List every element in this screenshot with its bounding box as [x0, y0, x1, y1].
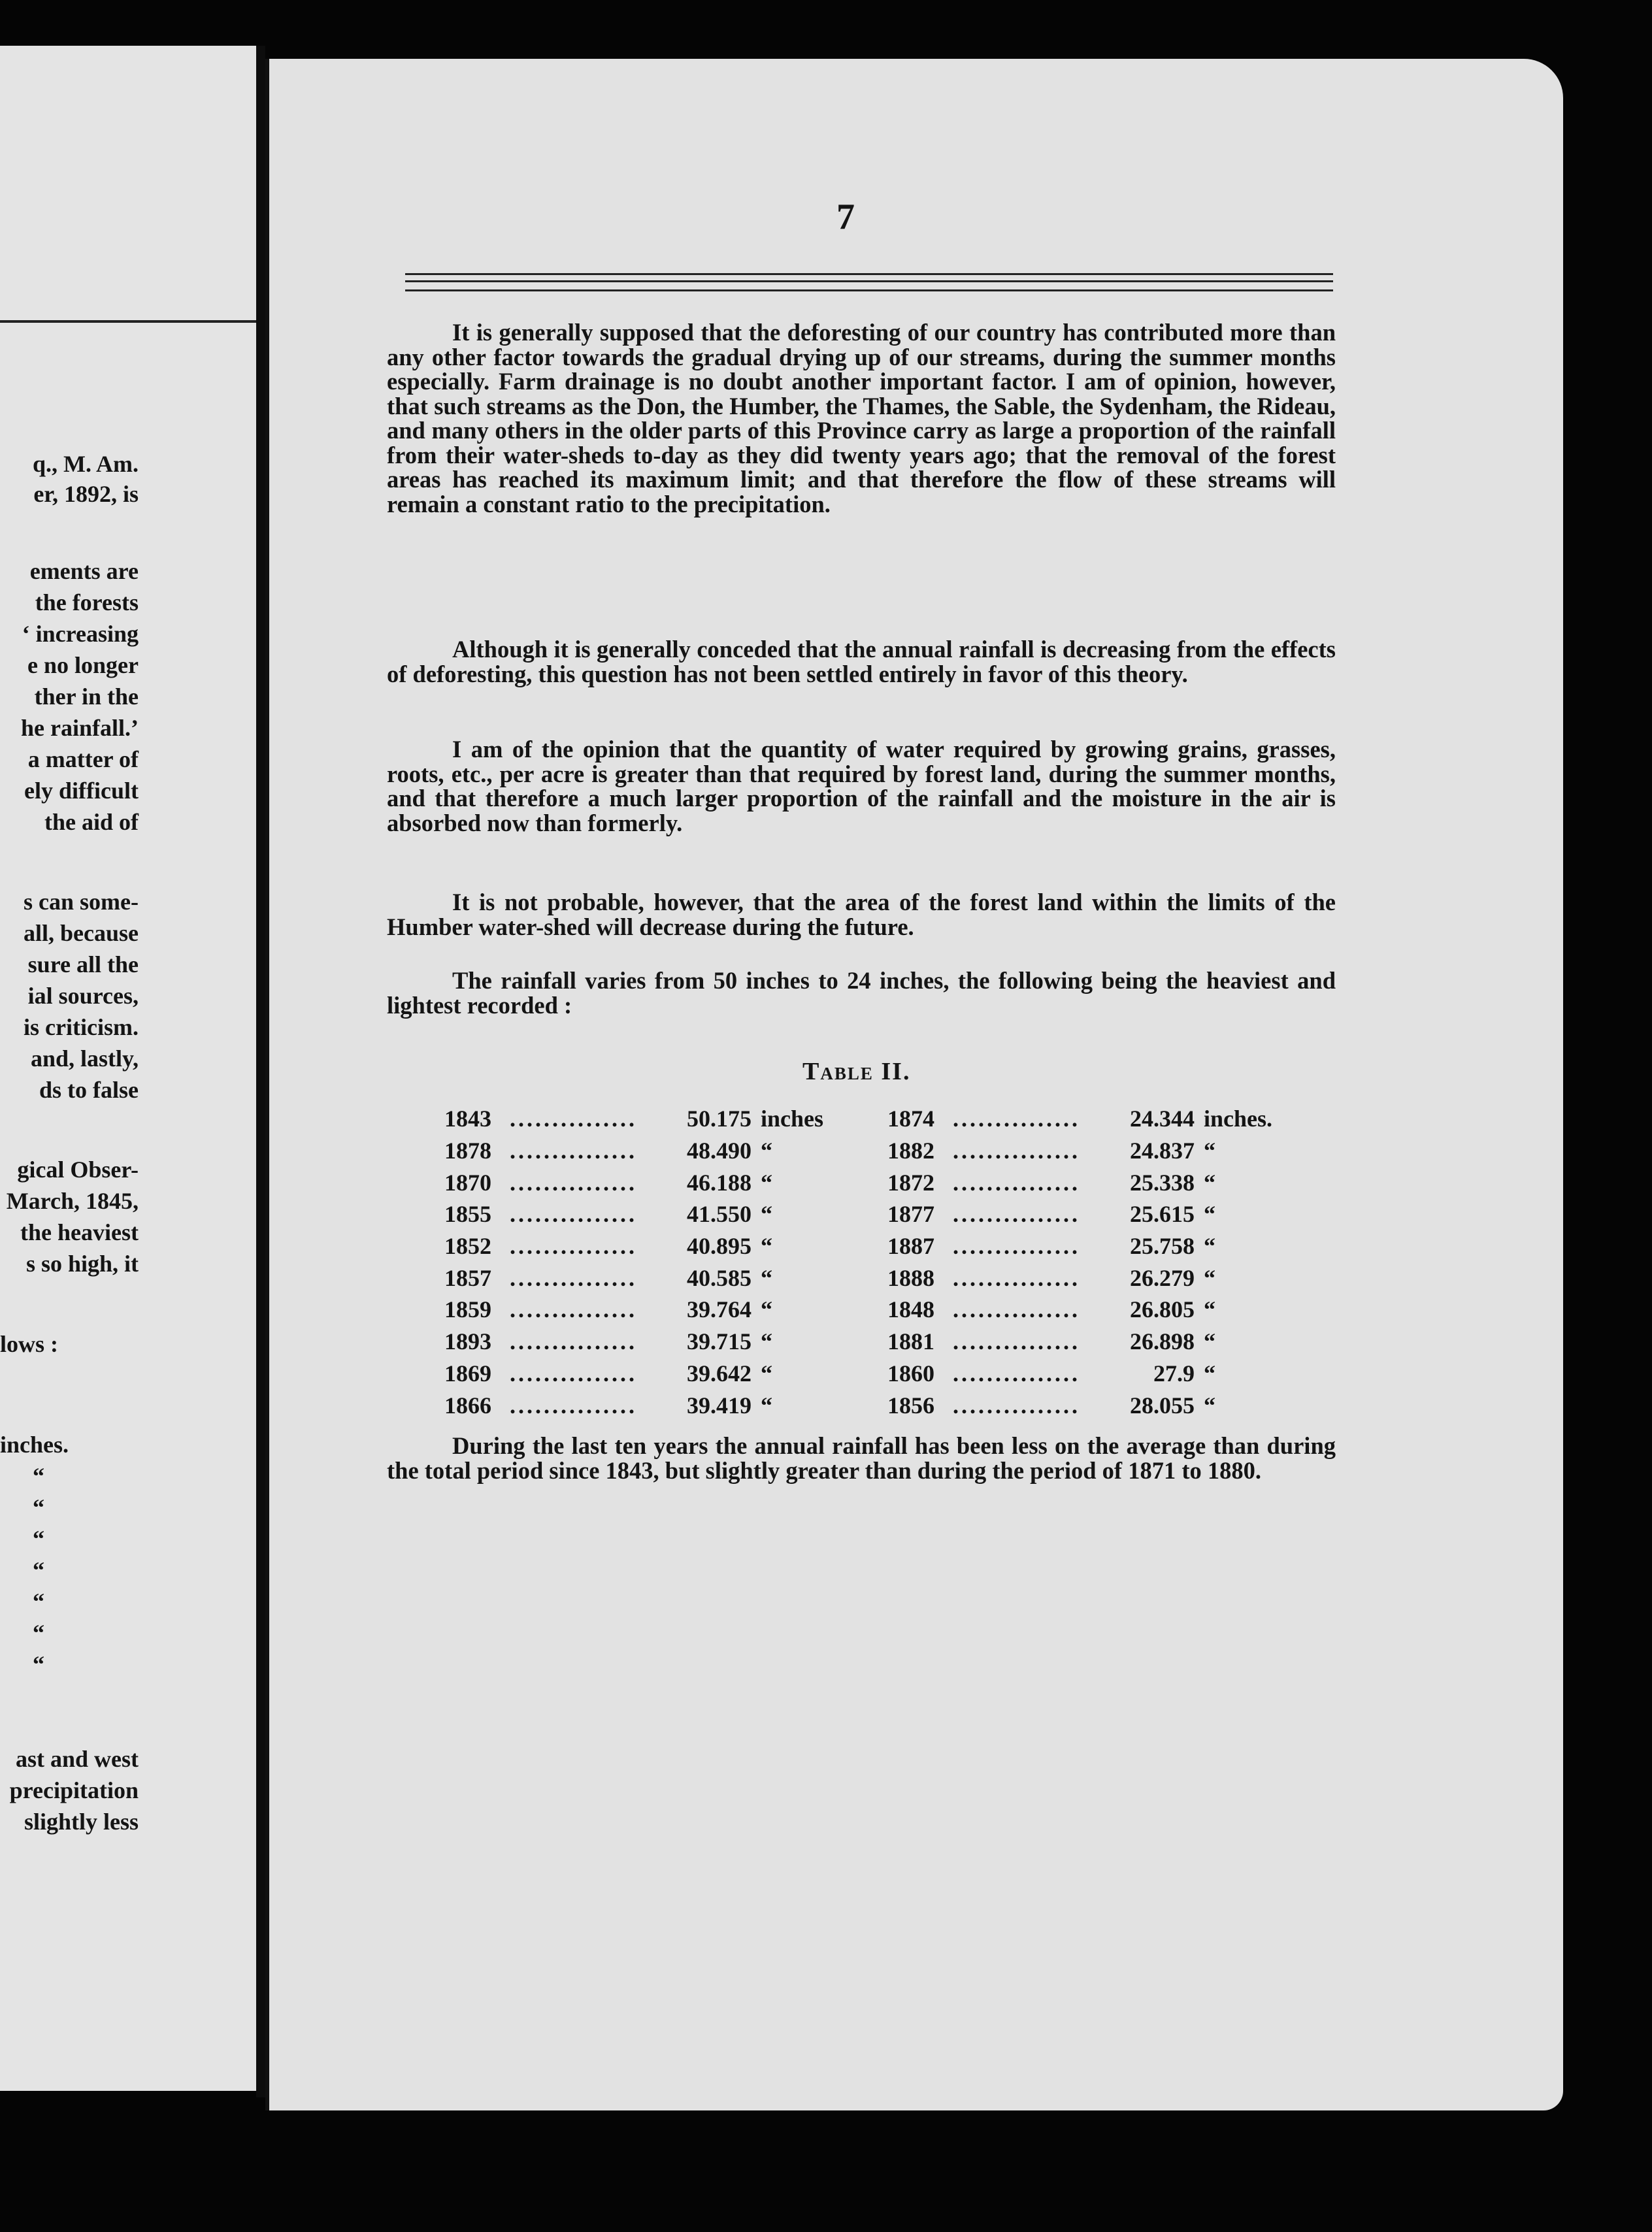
- leader-dots: ...............: [510, 1392, 637, 1419]
- table-year: 1887: [887, 1233, 934, 1260]
- paragraph: I am of the opinion that the quantity of water required by growing grains, grasses, roots, etc., per acre is greater than that required by forest land, during the summer months, and that therefore a much larger proportion of the rainfall and the moisture in the air is absorbed now than formerly.: [387, 736, 1336, 836]
- table-row: [887, 1230, 1272, 1262]
- table-row: [444, 1135, 823, 1167]
- table-unit: “: [1204, 1169, 1215, 1196]
- ditto-mark: “: [33, 1620, 44, 1646]
- table-value: 26.805: [1130, 1296, 1195, 1323]
- leader-dots: ...............: [510, 1138, 637, 1164]
- rainfall-table-lightest: [887, 1103, 1272, 1421]
- left-text-line: ial sources,: [27, 983, 139, 1009]
- table-unit: “: [761, 1169, 772, 1196]
- left-page-fragment: [0, 46, 259, 2091]
- table-unit: “: [1204, 1201, 1215, 1228]
- table-value: 39.715: [687, 1328, 752, 1355]
- table-row: [887, 1294, 1272, 1326]
- table-value: 26.279: [1130, 1264, 1195, 1291]
- leader-dots: ...............: [510, 1169, 637, 1196]
- leader-dots: ...............: [510, 1106, 637, 1132]
- table-unit: “: [1204, 1233, 1215, 1260]
- left-text-line: ther in the: [34, 683, 139, 710]
- left-text-line: s so high, it: [25, 1251, 139, 1277]
- leader-dots: ...............: [510, 1201, 637, 1228]
- table-unit: “: [1204, 1138, 1215, 1164]
- table-row: [444, 1230, 823, 1262]
- table-unit: “: [761, 1138, 772, 1164]
- table-year: 1852: [444, 1233, 491, 1260]
- header-double-rule: [405, 273, 1333, 291]
- leader-dots: ...............: [510, 1264, 637, 1291]
- table-year: 1882: [887, 1138, 934, 1164]
- left-text-line: s can some-: [24, 889, 139, 915]
- page-number: 7: [836, 197, 855, 237]
- table-value: 48.490: [687, 1138, 752, 1164]
- table-value: 39.419: [687, 1392, 752, 1419]
- table-row: [887, 1326, 1272, 1358]
- table-row: [444, 1166, 823, 1198]
- left-text-line: he rainfall.’: [21, 715, 139, 741]
- table-row: [444, 1262, 823, 1294]
- table-year: 1856: [887, 1392, 934, 1419]
- left-text-line: the aid of: [44, 809, 139, 835]
- leader-dots: ...............: [953, 1328, 1080, 1355]
- table-unit: inches.: [1204, 1106, 1273, 1132]
- table-row: [887, 1135, 1272, 1167]
- table-row: [444, 1294, 823, 1326]
- left-text-line: ast and west: [15, 1746, 139, 1772]
- table-value: 25.758: [1130, 1233, 1195, 1260]
- leader-dots: ...............: [510, 1233, 637, 1260]
- book-spine: [256, 46, 265, 2097]
- table-unit: “: [761, 1392, 772, 1419]
- table-unit: “: [1204, 1296, 1215, 1323]
- table-year: 1881: [887, 1328, 934, 1355]
- table-year: 1859: [444, 1296, 491, 1323]
- table-row: [444, 1198, 823, 1230]
- paragraph: The rainfall varies from 50 inches to 24 inches, the following being the heaviest and lightest recorded :: [387, 967, 1336, 1019]
- table-row: [444, 1103, 823, 1135]
- table-row: [444, 1326, 823, 1358]
- left-text-line: lows :: [0, 1331, 58, 1357]
- table-year: 1888: [887, 1264, 934, 1291]
- table-value: 25.338: [1130, 1169, 1195, 1196]
- table-value: 25.615: [1130, 1201, 1195, 1228]
- table-year: 1893: [444, 1328, 491, 1355]
- left-text-line: slightly less: [24, 1809, 139, 1835]
- table-year: 1855: [444, 1201, 491, 1228]
- leader-dots: ...............: [953, 1264, 1080, 1291]
- table-value: 28.055: [1130, 1392, 1195, 1419]
- left-text-line: the heaviest: [20, 1219, 139, 1245]
- leader-dots: ...............: [953, 1296, 1080, 1323]
- table-unit: “: [1204, 1360, 1215, 1387]
- left-text-line: precipitation: [9, 1777, 139, 1803]
- table-unit: inches: [761, 1106, 824, 1132]
- table-year: 1874: [887, 1106, 934, 1132]
- ditto-mark: “: [33, 1463, 44, 1489]
- leader-dots: ...............: [953, 1360, 1080, 1387]
- ditto-mark: “: [33, 1557, 44, 1583]
- left-text-line: the forests: [35, 589, 139, 615]
- table-value: 27.9: [1153, 1360, 1195, 1387]
- ditto-mark: “: [33, 1526, 44, 1552]
- paragraph: Although it is generally conceded that the annual rainfall is decreasing from the effects of deforesting, this question has not been settled entirely in favor of this theory.: [387, 636, 1336, 687]
- left-text-line: q., M. Am.: [33, 451, 139, 477]
- leader-dots: ...............: [510, 1296, 637, 1323]
- leader-dots: ...............: [953, 1392, 1080, 1419]
- leader-dots: ...............: [953, 1169, 1080, 1196]
- left-text-line: all, because: [24, 920, 139, 946]
- table-unit: “: [761, 1328, 772, 1355]
- left-text-line: is criticism.: [24, 1014, 139, 1040]
- ditto-mark: “: [33, 1494, 44, 1520]
- left-text-line: March, 1845,: [6, 1188, 139, 1214]
- table-year: 1878: [444, 1138, 491, 1164]
- table-value: 40.585: [687, 1264, 752, 1291]
- table-value: 26.898: [1130, 1328, 1195, 1355]
- leader-dots: ...............: [953, 1138, 1080, 1164]
- leader-dots: ...............: [953, 1201, 1080, 1228]
- table-value: 39.642: [687, 1360, 752, 1387]
- table-row: [887, 1358, 1272, 1390]
- left-text-line: e no longer: [27, 652, 139, 678]
- table-year: 1866: [444, 1392, 491, 1419]
- left-text-line: ements are: [29, 558, 139, 584]
- table-value: 50.175: [687, 1106, 752, 1132]
- left-page-rule: [0, 320, 256, 323]
- table-unit: “: [1204, 1392, 1215, 1419]
- table-unit: “: [761, 1360, 772, 1387]
- table-row: [887, 1166, 1272, 1198]
- table-year: 1848: [887, 1296, 934, 1323]
- table-year: 1860: [887, 1360, 934, 1387]
- table-unit: “: [761, 1264, 772, 1291]
- table-unit: “: [761, 1201, 772, 1228]
- table-value: 41.550: [687, 1201, 752, 1228]
- closing-paragraph: During the last ten years the annual rainfall has been less on the average than during the total period since 1843, but slightly greater than during the period of 1871 to 1880.: [387, 1432, 1336, 1484]
- paragraph: It is not probable, however, that the area of the forest land within the limits of the Humber water-shed will decrease during the future.: [387, 889, 1336, 940]
- table-year: 1843: [444, 1106, 491, 1132]
- table-year: 1872: [887, 1169, 934, 1196]
- table-value: 39.764: [687, 1296, 752, 1323]
- table-year: 1869: [444, 1360, 491, 1387]
- left-text-line: sure all the: [27, 951, 139, 977]
- rainfall-table-heaviest: [444, 1103, 823, 1421]
- table-year: 1870: [444, 1169, 491, 1196]
- table-unit: “: [761, 1233, 772, 1260]
- leader-dots: ...............: [953, 1233, 1080, 1260]
- leader-dots: ...............: [510, 1360, 637, 1387]
- table-year: 1877: [887, 1201, 934, 1228]
- table-row: [887, 1262, 1272, 1294]
- left-text-line: er, 1892, is: [33, 481, 139, 507]
- ditto-mark: “: [33, 1651, 44, 1677]
- table-year: 1857: [444, 1264, 491, 1291]
- left-text-line: ely difficult: [24, 778, 139, 804]
- left-text-line: gical Obser-: [17, 1157, 139, 1183]
- table-value: 24.837: [1130, 1138, 1195, 1164]
- left-text-line: ‘ increasing: [22, 621, 139, 647]
- table-value: 40.895: [687, 1233, 752, 1260]
- table-value: 46.188: [687, 1169, 752, 1196]
- table-unit: “: [761, 1296, 772, 1323]
- table-row: [887, 1389, 1272, 1421]
- left-text-line: a matter of: [27, 746, 139, 772]
- leader-dots: ...............: [953, 1106, 1080, 1132]
- table-row: [887, 1103, 1272, 1135]
- left-text-line: ds to false: [39, 1077, 139, 1103]
- table-row: [444, 1389, 823, 1421]
- ditto-mark: “: [33, 1588, 44, 1615]
- table-unit: “: [1204, 1264, 1215, 1291]
- leader-dots: ...............: [510, 1328, 637, 1355]
- table-title: Table II.: [802, 1058, 911, 1085]
- paragraph: It is generally supposed that the deforesting of our country has contributed more than any other factor towards the gradual drying up of our streams, during the summer months especially. Farm drainage is no doubt another important factor. I am of opinion, however, that such streams as the Don, the Humber, the Thames, the Sable, the Sydenham, the Rideau, and many others in the older parts of this Province carry as large a proportion of the rainfall from their water-sheds to-day as they did twenty years ago; that the removal of the forest areas has reached its maximum limit; and that therefore the flow of these streams will remain a constant ratio to the precipitation.: [387, 319, 1336, 517]
- left-text-line: inches.: [0, 1432, 69, 1458]
- table-unit: “: [1204, 1328, 1215, 1355]
- table-value: 24.344: [1130, 1106, 1195, 1132]
- table-row: [444, 1358, 823, 1390]
- left-text-line: and, lastly,: [30, 1045, 139, 1072]
- table-row: [887, 1198, 1272, 1230]
